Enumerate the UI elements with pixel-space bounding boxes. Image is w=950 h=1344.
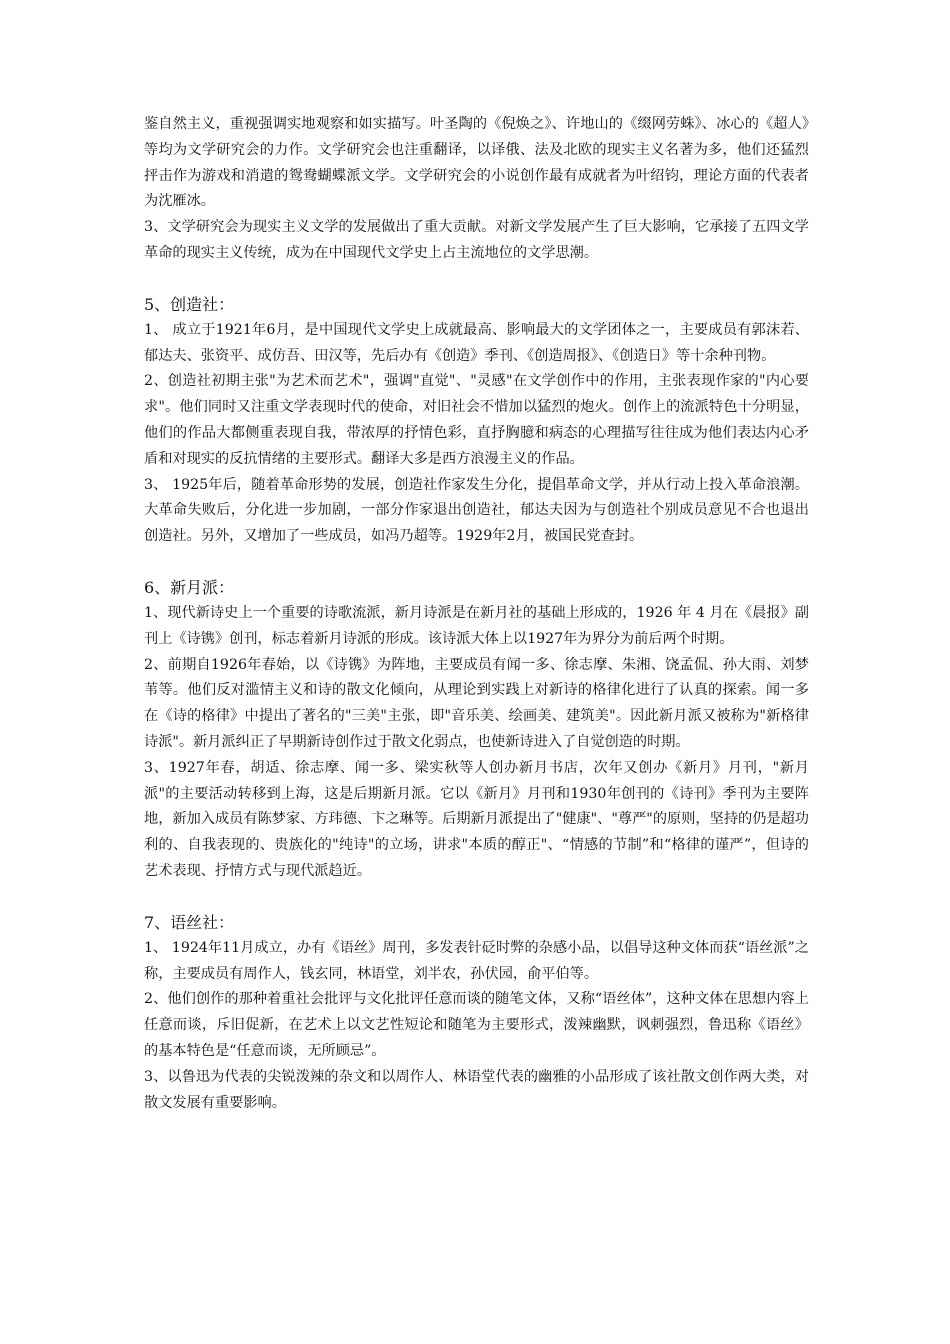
section-chuangzaoshe xyxy=(144,292,809,550)
section-paragraph: 2、创造社初期主张"为艺术而艺术"，强调"直觉"、"灵感"在文学创作中的作用，主张表现作家的"内心要求"。他们同时又注重文学表现时代的使命，对旧社会不惜加以猛烈的炮火。创作上的流派特色十分明显，他们的作品大都侧重表现自我，带浓厚的抒情色彩，直抒胸臆和病态的心理描写往往成为他们表达内心矛盾和对现实的反抗情绪的主要形式。翻译大多是西方浪漫主义的作品。 xyxy=(144,373,809,467)
section-gap xyxy=(144,550,809,575)
section-paragraph: 1、现代新诗史上一个重要的诗歌流派，新月诗派是在新月社的基础上形成的，1926 年 4 月在《晨报》副刊上《诗镌》创刊，标志着新月诗派的形成。该诗派大体上以1927年为界分为前后两个时期。 xyxy=(144,604,809,647)
section-paragraph: 3、 1925年后，随着革命形势的发展，创造社作家发生分化，提倡革命文学，并从行动上投入革命浪潮。大革命失败后，分化进一步加剧，一部分作家退出创造社，郁达夫因为与创造社个别成员意见不合也退出创造社。另外，又增加了一些成员，如冯乃超等。1929年2月，被国民党查封。 xyxy=(144,476,809,545)
section-gap xyxy=(144,267,809,292)
section-yusishe xyxy=(144,910,809,1117)
section-paragraph: 1、 成立于1921年6月，是中国现代文学史上成就最高、影响最大的文学团体之一，主要成员有郭沫若、郁达夫、张资平、成仿吾、田汉等，先后办有《创造》季刊、《创造周报》、《创造日》等十余种刊物。 xyxy=(144,321,809,364)
section-paragraph: 3、1927年春，胡适、徐志摩、闻一多、梁实秋等人创办新月书店，次年又创办《新月》月刊，"新月派"的主要活动转移到上海，这是后期新月派。它以《新月》月刊和1930年创刊的《诗刊》季刊为主要阵地，新加入成员有陈梦家、方玮德、卞之琳等。后期新月派提出了"健康"、"尊严"的原则，坚持的仍是超功利的、自我表现的、贵族化的"纯诗"的立场，讲求"本质的醇正"、“情感的节制”和“格律的谨严”，但诗的艺术表现、抒情方式与现代派趋近。 xyxy=(144,759,809,879)
section-paragraph: 2、他们创作的那种着重社会批评与文化批评任意而谈的随笔文体，又称“语丝体”，这种文体在思想内容上任意而谈，斥旧促新，在艺术上以文艺性短论和随笔为主要形式，泼辣幽默，讽刺强烈，鲁迅称《语丝》的基本特色是“任意而谈，无所顾忌”。 xyxy=(144,991,809,1059)
document-page xyxy=(144,112,809,1116)
section-paragraph: 2、前期自1926年春始，以《诗镌》为阵地，主要成员有闻一多、徐志摩、朱湘、饶孟侃、孙大雨、刘梦苇等。他们反对滥情主义和诗的散文化倾向，从理论到实践上对新诗的格律化进行了认真的探索。闻一多在《诗的格律》中提出了著名的"三美"主张，即"音乐美、绘画美、建筑美"。因此新月派又被称为"新格律诗派"。新月派纠正了早期新诗创作过于散文化弱点，也使新诗进入了自觉创造的时期。 xyxy=(144,656,809,750)
section-heading: 5、创造社： xyxy=(144,294,235,314)
section-xinyuepai xyxy=(144,575,809,885)
section-heading: 7、语丝社： xyxy=(144,912,235,932)
section-paragraph: 1、 1924年11月成立，办有《语丝》周刊，多发表针砭时弊的杂感小品，以倡导这种文体而获“语丝派”之称，主要成员有周作人，钱玄同，林语堂，刘半农，孙伏园，俞平伯等。 xyxy=(144,939,809,982)
intro-paragraph-1: 鉴自然主义，重视强调实地观察和如实描写。叶圣陶的《倪焕之》、许地山的《缀网劳蛛》、冰心的《超人》等均为文学研究会的力作。文学研究会也注重翻译，以译俄、法及北欧的现实主义名著为多，他们还猛烈抨击作为游戏和消遣的鸳鸯蝴蝶派文学。文学研究会的小说创作最有成就者为叶绍钧，理论方面的代表者为沈雁冰。 xyxy=(144,116,809,210)
section-heading: 6、新月派： xyxy=(144,577,235,597)
section-gap xyxy=(144,885,809,910)
intro-paragraph-2: 3、文学研究会为现实主义文学的发展做出了重大贡献。对新文学发展产生了巨大影响，它承接了五四文学革命的现实主义传统，成为在中国现代文学史上占主流地位的文学思潮。 xyxy=(144,219,809,261)
section-paragraph: 3、以鲁迅为代表的尖锐泼辣的杂文和以周作人、林语堂代表的幽雅的小品形成了该社散文创作两大类，对散文发展有重要影响。 xyxy=(144,1068,809,1111)
